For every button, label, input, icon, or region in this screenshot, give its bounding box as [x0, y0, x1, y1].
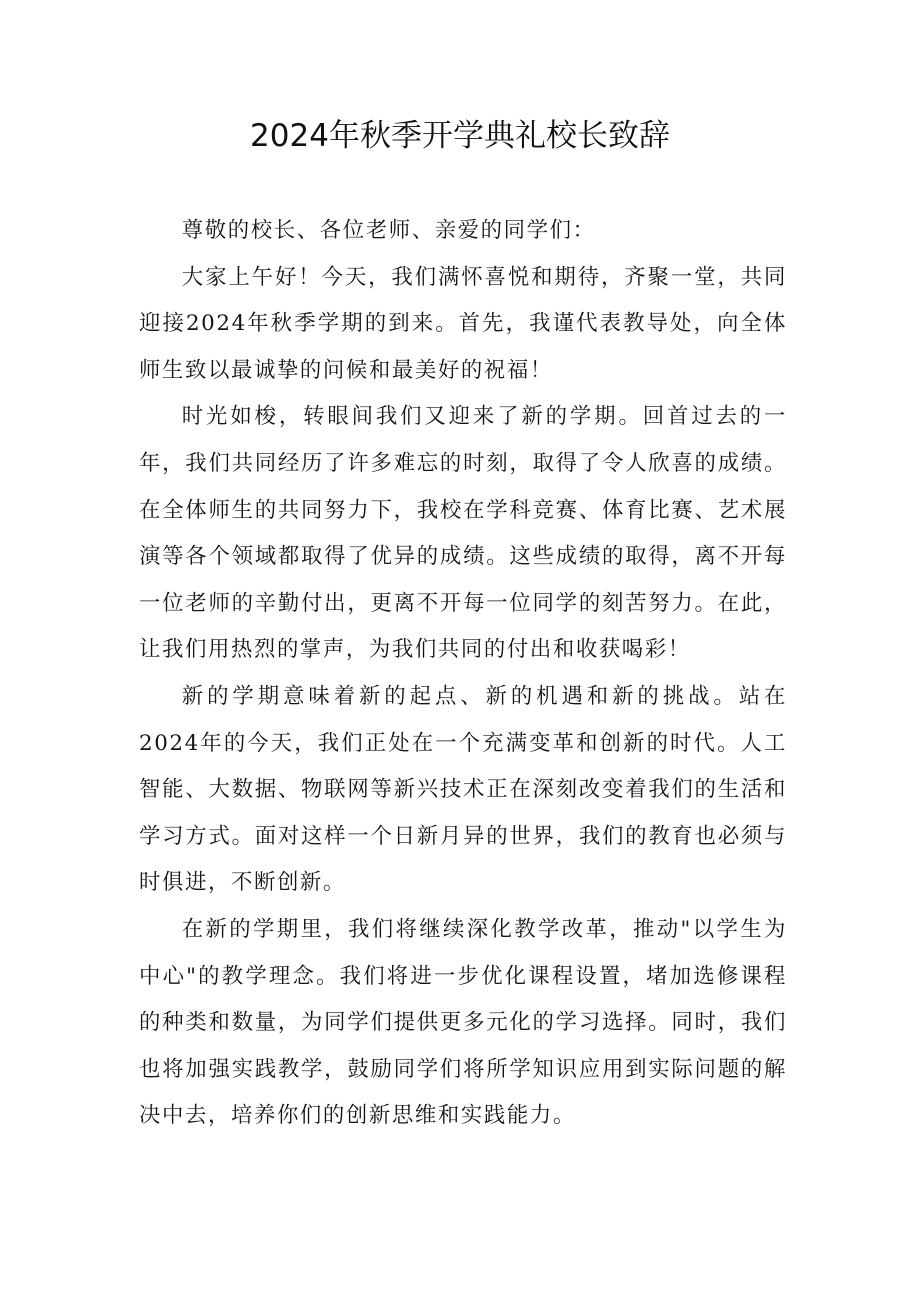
paragraph-new-era: 新的学期意味着新的起点、新的机遇和新的挑战。站在2024年的今天，我们正处在一个充满变革和创新的时代。人工智能、大数据、物联网等新兴技术正在深刻改变着我们的生活和学习方式。面对这样一个日新月异的世界，我们的教育也必须与时俱进，不断创新。 [139, 683, 787, 896]
paragraph-opening: 大家上午好！今天，我们满怀喜悦和期待，齐聚一堂，共同迎接2024年秋季学期的到来。首先，我谨代表教导处，向全体师生致以最诚挚的问候和最美好的祝福！ [139, 264, 787, 383]
page-title: 2024年秋季开学典礼校长致辞 [250, 118, 670, 154]
speech-body [139, 208, 787, 1140]
paragraph-review: 时光如梭，转眼间我们又迎来了新的学期。回首过去的一年，我们共同经历了许多难忘的时刻，取得了令人欣喜的成绩。在全体师生的共同努力下，我校在学科竞赛、体育比赛、艺术展演等各个领域都取得了优异的成绩。这些成绩的取得，离不开每一位老师的辛勤付出，更离不开每一位同学的刻苦努力。在此，让我们用热烈的掌声，为我们共同的付出和收获喝彩！ [139, 404, 787, 663]
greeting-line: 尊敬的校长、各位老师、亲爱的同学们： [181, 218, 596, 243]
paragraph-reform: 在新的学期里，我们将继续深化教学改革，推动"以学生为中心"的教学理念。我们将进一步优化课程设置，堵加选修课程的种类和数量，为同学们提供更多元化的学习选择。同时，我们也将加强实践教学，鼓励同学们将所学知识应用到实际问题的解决中去，培养你们的创新思维和实践能力。 [139, 916, 787, 1129]
